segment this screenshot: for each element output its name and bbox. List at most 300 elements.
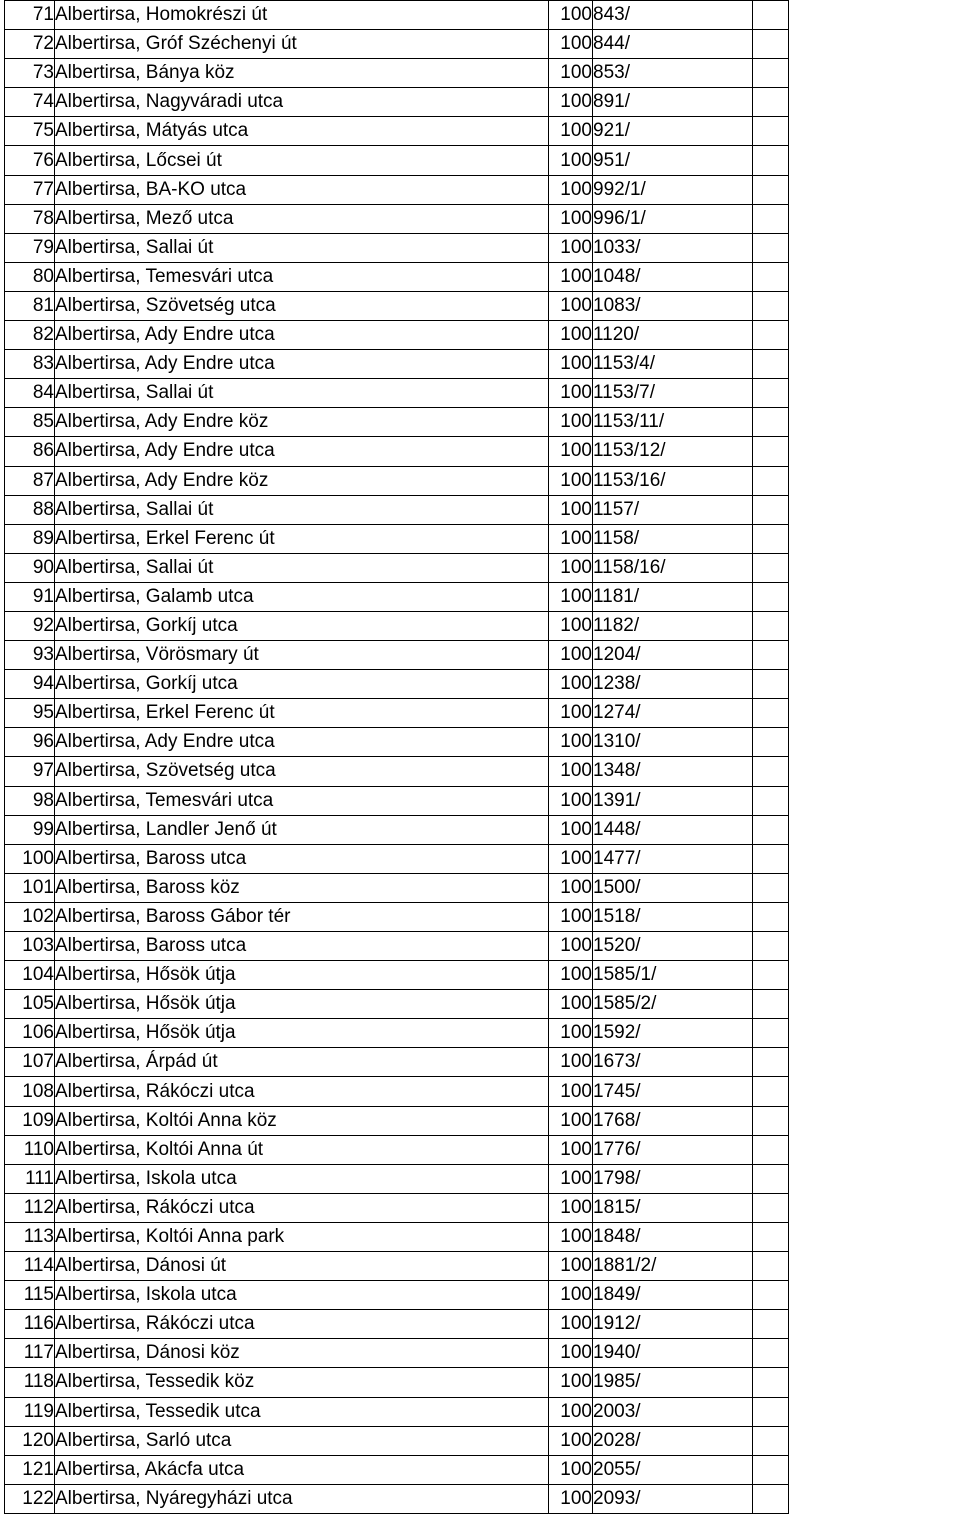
table-row: [5, 466, 789, 495]
lot-number-cell: 1500/: [593, 873, 753, 902]
address-cell: Albertirsa, Rákóczi utca: [55, 1193, 549, 1222]
lot-number-cell: 1985/: [593, 1368, 753, 1397]
address-cell: Albertirsa, Temesvári utca: [55, 786, 549, 815]
empty-cell: [753, 233, 789, 262]
row-number-cell: 99: [5, 815, 55, 844]
table-row: [5, 1106, 789, 1135]
table-row: [5, 873, 789, 902]
share-cell: 100: [549, 641, 593, 670]
empty-cell: [753, 204, 789, 233]
address-cell: Albertirsa, Ady Endre utca: [55, 321, 549, 350]
share-cell: 100: [549, 204, 593, 233]
empty-cell: [753, 495, 789, 524]
row-number-cell: 116: [5, 1310, 55, 1339]
empty-cell: [753, 175, 789, 204]
share-cell: 100: [549, 524, 593, 553]
row-number-cell: 119: [5, 1397, 55, 1426]
share-cell: 100: [549, 1455, 593, 1484]
lot-number-cell: 1745/: [593, 1077, 753, 1106]
table-row: [5, 1193, 789, 1222]
table-row: [5, 1252, 789, 1281]
address-cell: Albertirsa, Temesvári utca: [55, 262, 549, 291]
row-number-cell: 89: [5, 524, 55, 553]
address-cell: Albertirsa, Nagyváradi utca: [55, 88, 549, 117]
table-row: [5, 670, 789, 699]
lot-number-cell: 2003/: [593, 1397, 753, 1426]
share-cell: 100: [549, 1310, 593, 1339]
address-cell: Albertirsa, Homokrészi út: [55, 1, 549, 30]
share-cell: 100: [549, 932, 593, 961]
empty-cell: [753, 641, 789, 670]
share-cell: 100: [549, 1135, 593, 1164]
table-row: [5, 990, 789, 1019]
lot-number-cell: 951/: [593, 146, 753, 175]
row-number-cell: 75: [5, 117, 55, 146]
row-number-cell: 117: [5, 1339, 55, 1368]
lot-number-cell: 1768/: [593, 1106, 753, 1135]
empty-cell: [753, 699, 789, 728]
lot-number-cell: 2093/: [593, 1484, 753, 1513]
empty-cell: [753, 1193, 789, 1222]
property-table: [4, 0, 789, 1514]
table-row: [5, 932, 789, 961]
empty-cell: [753, 262, 789, 291]
table-row: [5, 146, 789, 175]
share-cell: 100: [549, 1164, 593, 1193]
table-row: [5, 611, 789, 640]
lot-number-cell: 2055/: [593, 1455, 753, 1484]
lot-number-cell: 1238/: [593, 670, 753, 699]
address-cell: Albertirsa, Ady Endre utca: [55, 350, 549, 379]
row-number-cell: 86: [5, 437, 55, 466]
address-cell: Albertirsa, Hősök útja: [55, 990, 549, 1019]
table-row: [5, 1135, 789, 1164]
lot-number-cell: 1798/: [593, 1164, 753, 1193]
share-cell: 100: [549, 262, 593, 291]
table-row: [5, 1, 789, 30]
address-cell: Albertirsa, Baross utca: [55, 844, 549, 873]
row-number-cell: 88: [5, 495, 55, 524]
row-number-cell: 121: [5, 1455, 55, 1484]
empty-cell: [753, 1339, 789, 1368]
row-number-cell: 77: [5, 175, 55, 204]
lot-number-cell: 891/: [593, 88, 753, 117]
address-cell: Albertirsa, Rákóczi utca: [55, 1077, 549, 1106]
address-cell: Albertirsa, Vörösmary út: [55, 641, 549, 670]
row-number-cell: 90: [5, 553, 55, 582]
row-number-cell: 92: [5, 611, 55, 640]
empty-cell: [753, 30, 789, 59]
row-number-cell: 105: [5, 990, 55, 1019]
lot-number-cell: 1048/: [593, 262, 753, 291]
lot-number-cell: 1815/: [593, 1193, 753, 1222]
table-row: [5, 757, 789, 786]
address-cell: Albertirsa, Gorkíj utca: [55, 670, 549, 699]
share-cell: 100: [549, 291, 593, 320]
lot-number-cell: 1120/: [593, 321, 753, 350]
empty-cell: [753, 379, 789, 408]
address-cell: Albertirsa, Baross Gábor tér: [55, 902, 549, 931]
address-cell: Albertirsa, Koltói Anna út: [55, 1135, 549, 1164]
row-number-cell: 79: [5, 233, 55, 262]
lot-number-cell: 1477/: [593, 844, 753, 873]
share-cell: 100: [549, 961, 593, 990]
address-cell: Albertirsa, Hősök útja: [55, 961, 549, 990]
empty-cell: [753, 408, 789, 437]
empty-cell: [753, 1, 789, 30]
empty-cell: [753, 88, 789, 117]
table-row: [5, 1339, 789, 1368]
share-cell: 100: [549, 1339, 593, 1368]
table-row: [5, 553, 789, 582]
row-number-cell: 122: [5, 1484, 55, 1513]
lot-number-cell: 1391/: [593, 786, 753, 815]
address-cell: Albertirsa, Koltói Anna park: [55, 1222, 549, 1251]
lot-number-cell: 1310/: [593, 728, 753, 757]
row-number-cell: 111: [5, 1164, 55, 1193]
table-row: [5, 1164, 789, 1193]
row-number-cell: 100: [5, 844, 55, 873]
lot-number-cell: 1940/: [593, 1339, 753, 1368]
lot-number-cell: 1776/: [593, 1135, 753, 1164]
table-row: [5, 961, 789, 990]
row-number-cell: 78: [5, 204, 55, 233]
share-cell: 100: [549, 1077, 593, 1106]
empty-cell: [753, 1106, 789, 1135]
share-cell: 100: [549, 757, 593, 786]
share-cell: 100: [549, 1, 593, 30]
row-number-cell: 85: [5, 408, 55, 437]
lot-number-cell: 853/: [593, 59, 753, 88]
share-cell: 100: [549, 728, 593, 757]
lot-number-cell: 844/: [593, 30, 753, 59]
empty-cell: [753, 757, 789, 786]
address-cell: Albertirsa, Rákóczi utca: [55, 1310, 549, 1339]
empty-cell: [753, 873, 789, 902]
empty-cell: [753, 728, 789, 757]
lot-number-cell: 1881/2/: [593, 1252, 753, 1281]
share-cell: 100: [549, 553, 593, 582]
lot-number-cell: 996/1/: [593, 204, 753, 233]
table-row: [5, 175, 789, 204]
row-number-cell: 98: [5, 786, 55, 815]
row-number-cell: 108: [5, 1077, 55, 1106]
row-number-cell: 93: [5, 641, 55, 670]
address-cell: Albertirsa, Tessedik köz: [55, 1368, 549, 1397]
row-number-cell: 112: [5, 1193, 55, 1222]
lot-number-cell: 1673/: [593, 1048, 753, 1077]
share-cell: 100: [549, 350, 593, 379]
row-number-cell: 102: [5, 902, 55, 931]
empty-cell: [753, 117, 789, 146]
lot-number-cell: 1182/: [593, 611, 753, 640]
empty-cell: [753, 844, 789, 873]
lot-number-cell: 1848/: [593, 1222, 753, 1251]
share-cell: 100: [549, 379, 593, 408]
table-row: [5, 59, 789, 88]
empty-cell: [753, 1019, 789, 1048]
address-cell: Albertirsa, Dánosi köz: [55, 1339, 549, 1368]
empty-cell: [753, 1310, 789, 1339]
row-number-cell: 73: [5, 59, 55, 88]
share-cell: 100: [549, 611, 593, 640]
empty-cell: [753, 815, 789, 844]
row-number-cell: 94: [5, 670, 55, 699]
lot-number-cell: 1083/: [593, 291, 753, 320]
share-cell: 100: [549, 1222, 593, 1251]
table-row: [5, 699, 789, 728]
share-cell: 100: [549, 990, 593, 1019]
lot-number-cell: 1181/: [593, 582, 753, 611]
lot-number-cell: 921/: [593, 117, 753, 146]
row-number-cell: 115: [5, 1281, 55, 1310]
row-number-cell: 84: [5, 379, 55, 408]
empty-cell: [753, 59, 789, 88]
address-cell: Albertirsa, Koltói Anna köz: [55, 1106, 549, 1135]
share-cell: 100: [549, 30, 593, 59]
address-cell: Albertirsa, Galamb utca: [55, 582, 549, 611]
address-cell: Albertirsa, Ady Endre köz: [55, 408, 549, 437]
address-cell: Albertirsa, Szövetség utca: [55, 291, 549, 320]
empty-cell: [753, 611, 789, 640]
row-number-cell: 74: [5, 88, 55, 117]
table-row: [5, 641, 789, 670]
row-number-cell: 113: [5, 1222, 55, 1251]
empty-cell: [753, 786, 789, 815]
address-cell: Albertirsa, Sallai út: [55, 379, 549, 408]
table-row: [5, 524, 789, 553]
address-cell: Albertirsa, Bánya köz: [55, 59, 549, 88]
address-cell: Albertirsa, Gorkíj utca: [55, 611, 549, 640]
table-row: [5, 844, 789, 873]
table-row: [5, 1426, 789, 1455]
empty-cell: [753, 350, 789, 379]
table-row: [5, 291, 789, 320]
row-number-cell: 95: [5, 699, 55, 728]
share-cell: 100: [549, 495, 593, 524]
empty-cell: [753, 1135, 789, 1164]
empty-cell: [753, 146, 789, 175]
lot-number-cell: 1520/: [593, 932, 753, 961]
empty-cell: [753, 1252, 789, 1281]
address-cell: Albertirsa, Sarló utca: [55, 1426, 549, 1455]
share-cell: 100: [549, 670, 593, 699]
share-cell: 100: [549, 902, 593, 931]
table-row: [5, 408, 789, 437]
share-cell: 100: [549, 1484, 593, 1513]
lot-number-cell: 1157/: [593, 495, 753, 524]
share-cell: 100: [549, 233, 593, 262]
address-cell: Albertirsa, Ady Endre köz: [55, 466, 549, 495]
lot-number-cell: 1348/: [593, 757, 753, 786]
row-number-cell: 120: [5, 1426, 55, 1455]
empty-cell: [753, 1426, 789, 1455]
share-cell: 100: [549, 1397, 593, 1426]
row-number-cell: 106: [5, 1019, 55, 1048]
share-cell: 100: [549, 117, 593, 146]
lot-number-cell: 1153/12/: [593, 437, 753, 466]
share-cell: 100: [549, 321, 593, 350]
table-row: [5, 1019, 789, 1048]
row-number-cell: 91: [5, 582, 55, 611]
address-cell: Albertirsa, Lőcsei út: [55, 146, 549, 175]
table-row: [5, 437, 789, 466]
row-number-cell: 83: [5, 350, 55, 379]
row-number-cell: 103: [5, 932, 55, 961]
address-cell: Albertirsa, Gróf Széchenyi út: [55, 30, 549, 59]
table-row: [5, 321, 789, 350]
lot-number-cell: 1158/: [593, 524, 753, 553]
table-row: [5, 728, 789, 757]
address-cell: Albertirsa, Nyáregyházi utca: [55, 1484, 549, 1513]
share-cell: 100: [549, 1426, 593, 1455]
share-cell: 100: [549, 815, 593, 844]
table-row: [5, 1077, 789, 1106]
table-row: [5, 379, 789, 408]
row-number-cell: 96: [5, 728, 55, 757]
share-cell: 100: [549, 1281, 593, 1310]
address-cell: Albertirsa, Sallai út: [55, 553, 549, 582]
row-number-cell: 82: [5, 321, 55, 350]
table-row: [5, 117, 789, 146]
share-cell: 100: [549, 1019, 593, 1048]
lot-number-cell: 1153/16/: [593, 466, 753, 495]
lot-number-cell: 1518/: [593, 902, 753, 931]
table-row: [5, 204, 789, 233]
row-number-cell: 104: [5, 961, 55, 990]
empty-cell: [753, 902, 789, 931]
row-number-cell: 71: [5, 1, 55, 30]
row-number-cell: 72: [5, 30, 55, 59]
share-cell: 100: [549, 408, 593, 437]
empty-cell: [753, 670, 789, 699]
table-row: [5, 1048, 789, 1077]
lot-number-cell: 1033/: [593, 233, 753, 262]
address-cell: Albertirsa, Iskola utca: [55, 1281, 549, 1310]
table-row: [5, 786, 789, 815]
share-cell: 100: [549, 437, 593, 466]
empty-cell: [753, 990, 789, 1019]
row-number-cell: 118: [5, 1368, 55, 1397]
address-cell: Albertirsa, Baross köz: [55, 873, 549, 902]
address-cell: Albertirsa, Mező utca: [55, 204, 549, 233]
address-cell: Albertirsa, Erkel Ferenc út: [55, 524, 549, 553]
share-cell: 100: [549, 146, 593, 175]
row-number-cell: 80: [5, 262, 55, 291]
empty-cell: [753, 961, 789, 990]
empty-cell: [753, 1222, 789, 1251]
lot-number-cell: 843/: [593, 1, 753, 30]
share-cell: 100: [549, 699, 593, 728]
table-row: [5, 1281, 789, 1310]
empty-cell: [753, 1397, 789, 1426]
address-cell: Albertirsa, Szövetség utca: [55, 757, 549, 786]
row-number-cell: 109: [5, 1106, 55, 1135]
address-cell: Albertirsa, Tessedik utca: [55, 1397, 549, 1426]
address-cell: Albertirsa, Akácfa utca: [55, 1455, 549, 1484]
row-number-cell: 114: [5, 1252, 55, 1281]
row-number-cell: 107: [5, 1048, 55, 1077]
table-row: [5, 233, 789, 262]
share-cell: 100: [549, 1048, 593, 1077]
table-row: [5, 30, 789, 59]
row-number-cell: 81: [5, 291, 55, 320]
share-cell: 100: [549, 873, 593, 902]
address-cell: Albertirsa, Ady Endre utca: [55, 437, 549, 466]
table-row: [5, 495, 789, 524]
property-table-body: [5, 1, 789, 1514]
address-cell: Albertirsa, Baross utca: [55, 932, 549, 961]
lot-number-cell: 1849/: [593, 1281, 753, 1310]
table-row: [5, 262, 789, 291]
lot-number-cell: 1158/16/: [593, 553, 753, 582]
row-number-cell: 76: [5, 146, 55, 175]
address-cell: Albertirsa, Iskola utca: [55, 1164, 549, 1193]
lot-number-cell: 1274/: [593, 699, 753, 728]
empty-cell: [753, 466, 789, 495]
share-cell: 100: [549, 786, 593, 815]
address-cell: Albertirsa, Landler Jenő út: [55, 815, 549, 844]
lot-number-cell: 1153/4/: [593, 350, 753, 379]
lot-number-cell: 1153/11/: [593, 408, 753, 437]
empty-cell: [753, 1368, 789, 1397]
empty-cell: [753, 932, 789, 961]
lot-number-cell: 1204/: [593, 641, 753, 670]
lot-number-cell: 1448/: [593, 815, 753, 844]
empty-cell: [753, 524, 789, 553]
lot-number-cell: 1153/7/: [593, 379, 753, 408]
share-cell: 100: [549, 59, 593, 88]
empty-cell: [753, 1455, 789, 1484]
table-row: [5, 1310, 789, 1339]
address-cell: Albertirsa, Árpád út: [55, 1048, 549, 1077]
address-cell: Albertirsa, Ady Endre utca: [55, 728, 549, 757]
address-cell: Albertirsa, BA-KO utca: [55, 175, 549, 204]
table-row: [5, 902, 789, 931]
address-cell: Albertirsa, Sallai út: [55, 495, 549, 524]
address-cell: Albertirsa, Mátyás utca: [55, 117, 549, 146]
table-row: [5, 350, 789, 379]
empty-cell: [753, 437, 789, 466]
table-row: [5, 1484, 789, 1513]
empty-cell: [753, 1484, 789, 1513]
share-cell: 100: [549, 1106, 593, 1135]
table-row: [5, 88, 789, 117]
address-cell: Albertirsa, Hősök útja: [55, 1019, 549, 1048]
table-row: [5, 1368, 789, 1397]
address-cell: Albertirsa, Erkel Ferenc út: [55, 699, 549, 728]
empty-cell: [753, 1077, 789, 1106]
table-row: [5, 1455, 789, 1484]
row-number-cell: 97: [5, 757, 55, 786]
table-row: [5, 815, 789, 844]
share-cell: 100: [549, 466, 593, 495]
empty-cell: [753, 291, 789, 320]
empty-cell: [753, 582, 789, 611]
empty-cell: [753, 553, 789, 582]
share-cell: 100: [549, 88, 593, 117]
table-row: [5, 1222, 789, 1251]
share-cell: 100: [549, 1252, 593, 1281]
lot-number-cell: 1585/2/: [593, 990, 753, 1019]
row-number-cell: 101: [5, 873, 55, 902]
empty-cell: [753, 1281, 789, 1310]
lot-number-cell: 992/1/: [593, 175, 753, 204]
share-cell: 100: [549, 582, 593, 611]
lot-number-cell: 1585/1/: [593, 961, 753, 990]
row-number-cell: 87: [5, 466, 55, 495]
share-cell: 100: [549, 1368, 593, 1397]
